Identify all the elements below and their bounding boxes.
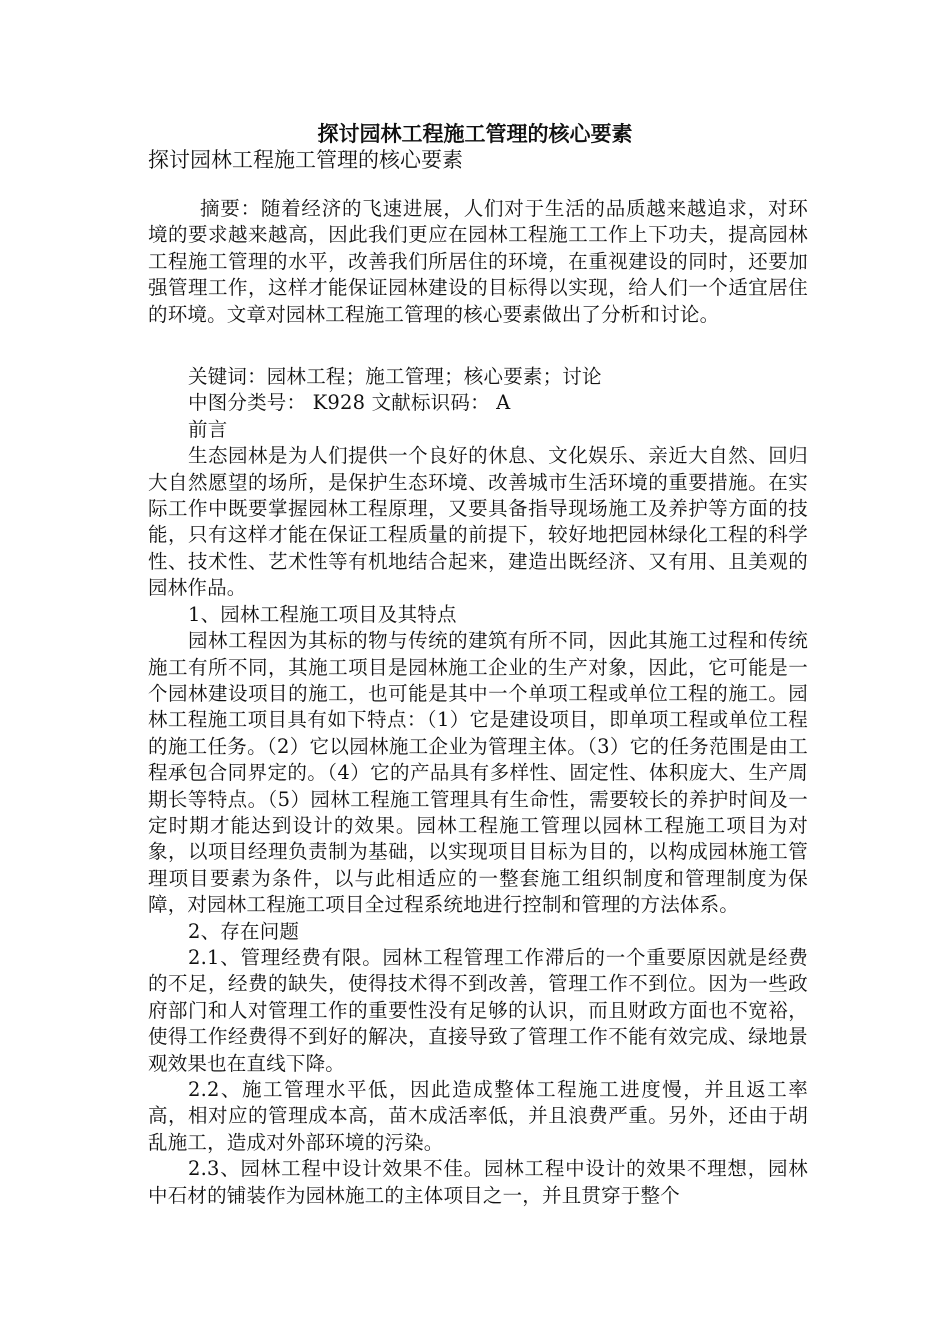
document-body xyxy=(148,196,808,1209)
section-1-paragraph: 园林工程因为其标的物与传统的建筑有所不同，因此其施工过程和传统施工有所不同，其施工项目是园林施工企业的生产对象，因此，它可能是一个园林建设项目的施工，也可能是其中一个单项工程或单位工程的施工。园林工程施工项目具有如下特点：（1）它是建设项目，即单项工程或单位工程的施工任务。（2）它以园林施工企业为管理主体。（3）它的任务范围是由工程承包合同界定的。（4）它的产品具有多样性、固定性、体积庞大、生产周期长等特点。（5）园林工程施工管理具有生命性，需要较长的养护时间及一定时期才能达到设计的效果。园林工程施工管理以园林工程施工项目为对象，以项目经理负责制为基础，以实现项目目标为目的，以构成园林施工管理项目要素为条件，以与此相适应的一整套施工组织制度和管理制度为保障，对园林工程施工项目全过程系统地进行控制和管理的方法体系。 xyxy=(148,629,808,917)
document-title: 探讨园林工程施工管理的核心要素 xyxy=(317,121,633,146)
section-2-1-paragraph: 2.1、管理经费有限。园林工程管理工作滞后的一个重要原因就是经费的不足，经费的缺失，使得技术得不到改善，管理工作不到位。因为一些政府部门和人对管理工作的重要性没有足够的认识，而且财政方面也不宽裕，使得工作经费得不到好的解决，直接导致了管理工作不能有效完成、绿地景观效果也在直线下降。 xyxy=(148,945,808,1075)
document-subtitle: 探讨园林工程施工管理的核心要素 xyxy=(148,148,463,172)
classification-line: 中图分类号： K928 文献标识码： A xyxy=(188,391,511,415)
preface-heading: 前言 xyxy=(188,417,228,441)
section-2-3-paragraph: 2.3、园林工程中设计效果不佳。园林工程中设计的效果不理想，园林中石材的铺装作为园林施工的主体项目之一，并且贯穿于整个 xyxy=(148,1157,808,1207)
section-1-heading: 1、园林工程施工项目及其特点 xyxy=(188,602,457,626)
section-2-2-paragraph: 2.2、施工管理水平低，因此造成整体工程施工进度慢，并且返工率高，相对应的管理成本高，苗木成活率低，并且浪费严重。另外，还由于胡乱施工，造成对外部环境的污染。 xyxy=(148,1078,808,1154)
abstract-paragraph: 摘要：随着经济的飞速进展，人们对于生活的品质越来越追求，对环境的要求越来越高，因此我们更应在园林工程施工工作上下功夫，提高园林工程施工管理的水平，改善我们所居住的环境，在重视建设的同时，还要加强管理工作，这样才能保证园林建设的目标得以实现，给人们一个适宜居住的环境。文章对园林工程施工管理的核心要素做出了分析和讨论。 xyxy=(148,197,808,326)
keywords-line: 关键词：园林工程；施工管理；核心要素；讨论 xyxy=(188,365,602,389)
preface-paragraph: 生态园林是为人们提供一个良好的休息、文化娱乐、亲近大自然、回归大自然愿望的场所，是保护生态环境、改善城市生活环境的重要措施。在实际工作中既要掌握园林工程原理，又要具备指导现场施工及养护等方面的技能，只有这样才能在保证工程质量的前提下，较好地把园林绿化工程的科学性、技术性、艺术性等有机地结合起来，建造出既经济、又有用、且美观的园林作品。 xyxy=(148,444,808,600)
section-2-heading: 2、存在问题 xyxy=(188,919,300,943)
